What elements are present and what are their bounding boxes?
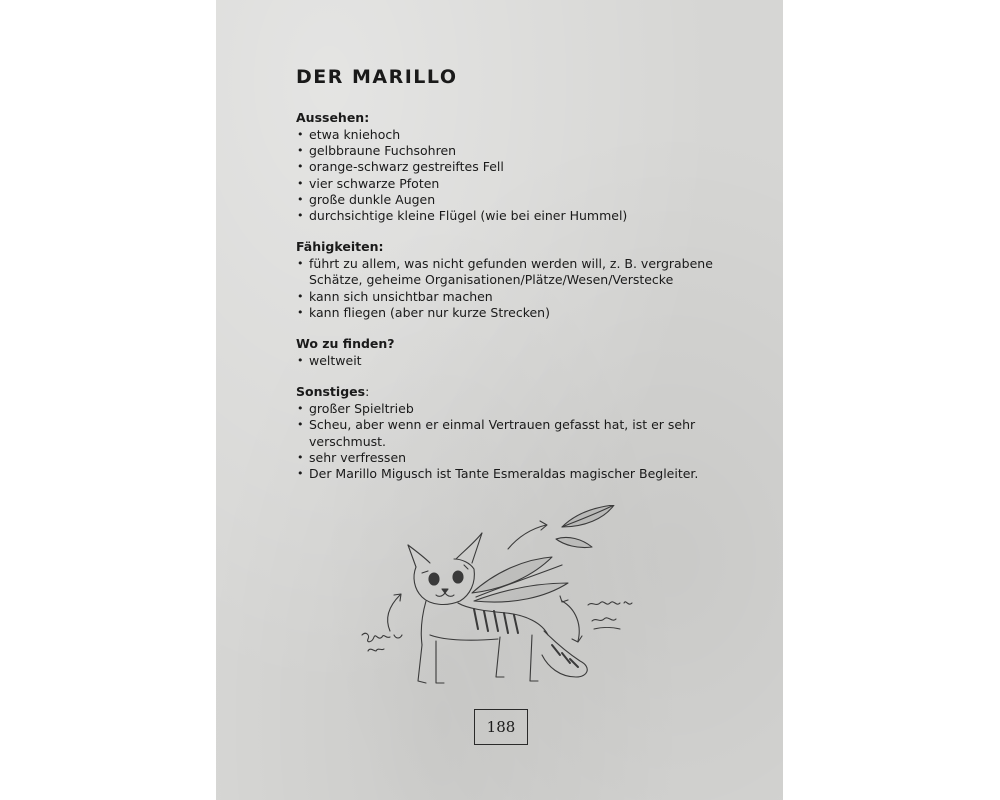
section-heading	[296, 384, 756, 400]
page-number-frame	[474, 709, 528, 745]
appearance-list	[296, 127, 756, 224]
list-item: • großer Spieltrieb	[296, 401, 756, 417]
where-list	[296, 353, 756, 369]
page-title: DER MARILLO	[296, 66, 458, 88]
list-item: • durchsichtige kleine Flügel (wie bei einer Hummel)	[296, 208, 756, 224]
section-where-to-find	[296, 336, 756, 369]
list-item: • etwa kniehoch	[296, 127, 756, 143]
book-page	[216, 0, 783, 800]
list-item: • kann fliegen (aber nur kurze Strecken)	[296, 305, 756, 321]
section-abilities	[296, 239, 756, 321]
list-item: • kann sich unsichtbar machen	[296, 289, 756, 305]
section-heading: Aussehen:	[296, 110, 370, 125]
section-heading-colon: :	[365, 384, 370, 400]
list-item: • führt zu allem, was nicht gefunden werden will, z. B. vergrabene Schätze, geheime Organisationen/Plätze/Wesen/Verstecke	[296, 256, 756, 288]
section-misc	[296, 384, 756, 482]
marillo-illustration	[356, 505, 676, 695]
list-item: • große dunkle Augen	[296, 192, 756, 208]
list-item: • orange-schwarz gestreiftes Fell	[296, 159, 756, 175]
section-heading: Fähigkeiten:	[296, 239, 384, 255]
page-content	[296, 66, 756, 497]
list-item: • Der Marillo Migusch ist Tante Esmeraldas magischer Begleiter.	[296, 466, 756, 482]
misc-list	[296, 401, 756, 482]
section-heading-text: Sonstiges	[296, 384, 366, 400]
section-appearance	[296, 110, 756, 224]
list-item: • vier schwarze Pfoten	[296, 176, 756, 192]
abilities-list	[296, 256, 756, 321]
list-item: • Scheu, aber wenn er einmal Vertrauen gefasst hat, ist er sehr verschmust.	[296, 417, 756, 449]
list-item: • weltweit	[296, 353, 756, 369]
section-heading: Wo zu finden?	[296, 336, 395, 352]
page-number: 188	[486, 718, 516, 736]
list-item: • sehr verfressen	[296, 450, 756, 466]
list-item: • gelbbraune Fuchsohren	[296, 143, 756, 159]
